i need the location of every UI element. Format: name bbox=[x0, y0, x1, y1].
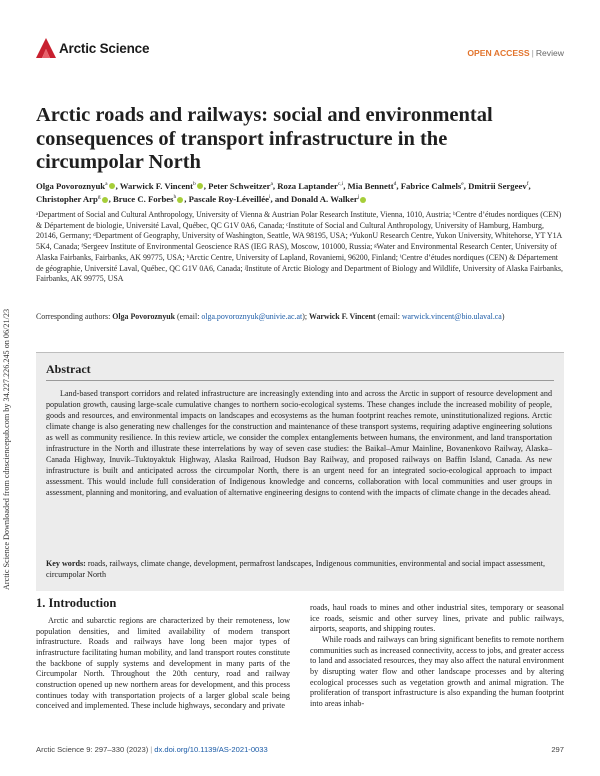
keywords bbox=[46, 559, 552, 581]
author[interactable] bbox=[348, 181, 397, 191]
author[interactable] bbox=[291, 194, 367, 204]
orcid-icon[interactable] bbox=[197, 183, 203, 189]
author[interactable] bbox=[468, 181, 528, 191]
orcid-icon[interactable] bbox=[177, 197, 183, 203]
doi-link[interactable]: dx.doi.org/10.1139/AS-2021-0033 bbox=[154, 745, 268, 754]
abstract-heading: Abstract bbox=[46, 362, 91, 376]
abstract-divider bbox=[46, 380, 554, 381]
author[interactable] bbox=[401, 181, 464, 191]
affiliation-marker: e bbox=[461, 181, 464, 187]
author-name: Donald A. Walker bbox=[291, 194, 358, 205]
footer-citation: Arctic Science 9: 297–330 (2023) | dx.doi.org/10.1139/AS-2021-0033 bbox=[36, 745, 268, 754]
author-name: Pascale Roy-Léveillée bbox=[188, 194, 269, 205]
affiliation-marker: g bbox=[97, 194, 101, 201]
journal-logo-text: Arctic Science bbox=[59, 40, 150, 56]
affiliation-marker: i bbox=[268, 194, 271, 201]
abstract-text: Land-based transport corridors and related infrastructure are increasingly extending into and across the Arctic in support of resource development and population growth, causing large-scale cumulative changes to northern socio-ecological systems. These changes include the increased mobility of people, goods and resources, and environmental impacts on landscapes and ecosystems as the human footprint reaches remote, uninstitutionalized regions. Arctic climate change is also generating new challenges for the construction and maintenance of these transport systems, requiring adaptive engineering solutions as well as community resilience. In this review article, we consider the complex entanglements between humans, the environment, and land transportation infrastructure in the North and illustrate these interrelations by way of seven case studies: the Baikal–Amur Mainline, Bovanenkovo Railway, Alaska–Canada Highway, Inuvik–Tuktoyaktuk Highway, Alaska Railroad, Hudson Bay Railway, and proposed railways on Baffin Island, Canada. As new infrastructure is built and anticipated across the circumpolar North, there is an urgent need for an integrated socio-ecological approach to impact assessment. This would include full consideration of Indigenous knowledge and concerns, collaboration with local communities and user groups in assessment, planning and monitoring, and evaluation of alternative engineering designs to contend with the impacts of climate change in the decades ahead. bbox=[46, 389, 552, 497]
email-link-2[interactable]: warwick.vincent@bio.ulaval.ca bbox=[401, 312, 502, 321]
author[interactable] bbox=[120, 181, 204, 191]
author-name: Christopher Arp bbox=[36, 194, 98, 205]
author[interactable] bbox=[36, 194, 109, 204]
author[interactable] bbox=[36, 181, 116, 191]
corresponding-authors: Corresponding authors: Olga Povoroznyuk (email: olga.povoroznyuk@univie.ac.at); Warwick F. Vincent (email: warwick.vincent@bio.ulaval.ca) bbox=[36, 312, 505, 321]
body-column-left bbox=[36, 616, 290, 712]
affiliation-marker: b bbox=[193, 181, 196, 187]
orcid-icon[interactable] bbox=[360, 197, 366, 203]
author[interactable] bbox=[113, 194, 184, 204]
author-name: Fabrice Calmels bbox=[400, 180, 462, 191]
corresponding-author-2: Warwick F. Vincent bbox=[309, 312, 376, 321]
journal-logo-icon bbox=[36, 38, 56, 58]
body-column-right bbox=[310, 603, 564, 710]
author[interactable] bbox=[189, 194, 271, 204]
abstract-box bbox=[36, 352, 564, 591]
article-type: Review bbox=[535, 48, 564, 58]
affiliation-marker: a bbox=[270, 181, 273, 187]
email-link-1[interactable]: olga.povoroznyuk@univie.ac.at bbox=[201, 312, 303, 321]
access-badge: OPEN ACCESS | Review bbox=[467, 48, 564, 58]
open-access-label: OPEN ACCESS bbox=[467, 48, 530, 58]
affiliation-marker: j bbox=[357, 194, 360, 201]
author-list: Olga Povoroznyuk$^a$ , Warwick F. Vincent$^b$ , Peter Schweitzer$^a$, Roza Laptander$^{c,i}$, Mia Bennett$^d$, Fabrice Calmels$^e$, Dmitrii Sergeev$^f$, Christopher Arp$^g$ , Bruce C. Forbes$^h$ , Pascale Roy-Léveillée$^i$, and Donald A. Walker$^j$ bbox=[36, 180, 531, 205]
affiliation-marker: a bbox=[105, 181, 108, 187]
keywords-label: Key words: bbox=[46, 559, 88, 568]
section-heading-introduction: 1. Introduction bbox=[36, 596, 117, 610]
paragraph: roads, haul roads to mines and other industrial sites, temporary or seasonal ice roads, seismic and other survey lines, private and public railways, airports, seaports, and shipping routes. bbox=[310, 603, 564, 634]
page-number: 297 bbox=[551, 745, 564, 754]
author-name: Peter Schweitzer bbox=[208, 180, 271, 191]
orcid-icon[interactable] bbox=[109, 183, 115, 189]
keywords-list: roads, railways, climate change, development, permafrost landscapes, Indigenous communities, environmental and social impact assessment, circumpolar North bbox=[46, 559, 545, 579]
affiliation-marker: h bbox=[173, 194, 177, 201]
affiliation-marker: c,i bbox=[337, 181, 344, 187]
corresponding-author-1: Olga Povoroznyuk bbox=[112, 312, 176, 321]
author-name: Roza Laptander bbox=[277, 180, 338, 191]
author-name: Bruce C. Forbes bbox=[112, 194, 174, 205]
author-name: Mia Bennett bbox=[347, 180, 394, 191]
paragraph: Arctic and subarctic regions are characterized by their remoteness, low population densities, and limited availability of modern transport infrastructure. Roads and railways have long been major types of infrastructure facilitating human mobility, and land transport routes constitute the backbone of supply systems and development in many parts of the Circumpolar North. Throughout the 20th century, road and railway construction opened up new northern areas for development, and this process continues today with transportation projects of a larger global scale being conceived and implemented. These include highways, secondary and private bbox=[36, 616, 290, 711]
article-title: Arctic roads and railways: social and environmental consequences of transport infrastructure in the circumpolar North bbox=[36, 104, 493, 173]
affiliations: ᵃDepartment of Social and Cultural Anthropology, University of Vienna & Austrian Polar Research Institute, Vienna, 1010, Austria; ᵇCentre d’études nordiques (CEN) & Département de biologie, Université Laval, Québec, QC G1V 0A6, Canada; ᶜInstitute of Social and Cultural Anthropology, University of Hamburg, Hamburg, 20146, Germany; ᵈDepartment of Geography, University of Washington, Seattle, WA 98195, USA; ᵉYukonU Research Centre, Yukon University, Whitehorse, YT Y1A 5K4, Canada; ᶠSergeev Institute of Environmental Geoscience RAS (IEG RAS), Moscow, 101000, Russia; ᵍWater and Environmental Research Center, University of Alaska Fairbanks, Fairbanks, AK 99775, USA; ʰArctic Centre, University of Lapland, Rovaniemi, 96200, Finland; ⁱCentre d’études nordiques (CEN) & Département de géographie, Université Laval, Québec, QC G1V 0A6, Canada; ʲInstitute of Arctic Biology and Department of Biology and Wildlife, University of Alaska Fairbanks, Fairbanks, AK 99775, USA bbox=[36, 210, 563, 284]
author-name: Olga Povoroznyuk bbox=[36, 180, 106, 191]
author-name: Dmitrii Sergeev bbox=[468, 180, 527, 191]
affiliation-marker: d bbox=[393, 181, 397, 187]
paragraph: While roads and railways can bring significant benefits to remote northern communities such as increased connectivity, access to jobs, and greater access to land and associated resources, they may also affect the natural environment by disrupting water flow and other landscape processes and by altering ecological processes such as vegetation growth and animal migration. The proliferation of transport infrastructure is also expanding the human footprint into areas inhab- bbox=[310, 634, 564, 708]
affiliation-marker: f bbox=[526, 181, 529, 187]
journal-logo[interactable] bbox=[36, 38, 149, 58]
author-name: Warwick F. Vincent bbox=[119, 180, 194, 191]
orcid-icon[interactable] bbox=[102, 197, 108, 203]
download-note: Arctic Science Downloaded from cdnsciencepub.com by 34.227.226.245 on 06/21/23 bbox=[2, 308, 11, 590]
citation-text: Arctic Science 9: 297–330 (2023) bbox=[36, 745, 149, 754]
author[interactable] bbox=[277, 181, 343, 191]
author[interactable] bbox=[208, 181, 273, 191]
